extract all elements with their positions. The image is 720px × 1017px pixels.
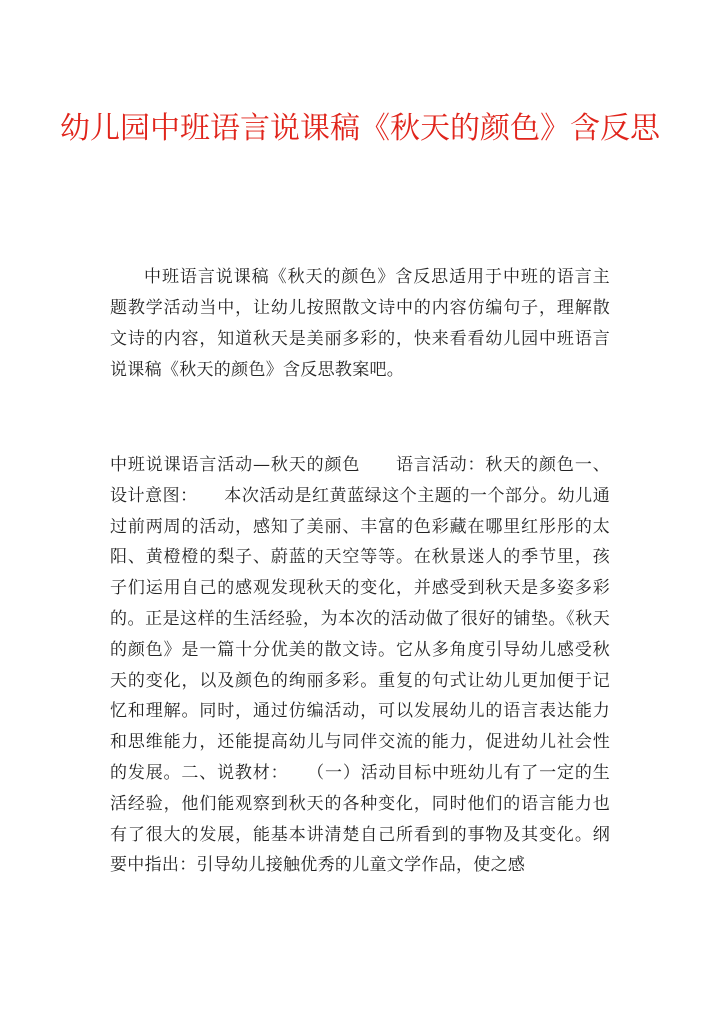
intro-paragraph: 中班语言说课稿《秋天的颜色》含反思适用于中班的语言主题教学活动当中，让幼儿按照散文诗中的内容仿编句子，理解散文诗的内容，知道秋天是美丽多彩的，快来看看幼儿园中班语言说课稿《秋天的颜色》含反思教案吧。 <box>110 267 610 380</box>
document-title: 幼儿园中班语言说课稿《秋天的颜色》含反思 <box>60 111 660 146</box>
body-paragraph: 中班说课语言活动—秋天的颜色 语言活动：秋天的颜色一、设计意图： 本次活动是红黄蓝绿这个主题的一个部分。幼儿通过前两周的活动，感知了美丽、丰富的色彩藏在哪里红彤彤的太阳、黄橙橙的梨子、蔚蓝的天空等等。在秋景迷人的季节里，孩子们运用自己的感观发现秋天的变化，并感受到秋天是多姿多彩的。正是这样的生活经验，为本次的活动做了很好的铺垫。《秋天的颜色》是一篇十分优美的散文诗。它从多角度引导幼儿感受秋天的变化，以及颜色的绚丽多彩。重复的句式让幼儿更加便于记忆和理解。同时，通过仿编活动，可以发展幼儿的语言表达能力和思维能力，还能提高幼儿与同伴交流的能力，促进幼儿社会性的发展。二、说教材： （一）活动目标中班幼儿有了一定的生活经验，他们能观察到秋天的各种变化，同时他们的语言能力也有了很大的发展，能基本讲清楚自己所看到的事物及其变化。纲要中指出：引导幼儿接触优秀的儿童文学作品，使之感 <box>110 455 610 876</box>
